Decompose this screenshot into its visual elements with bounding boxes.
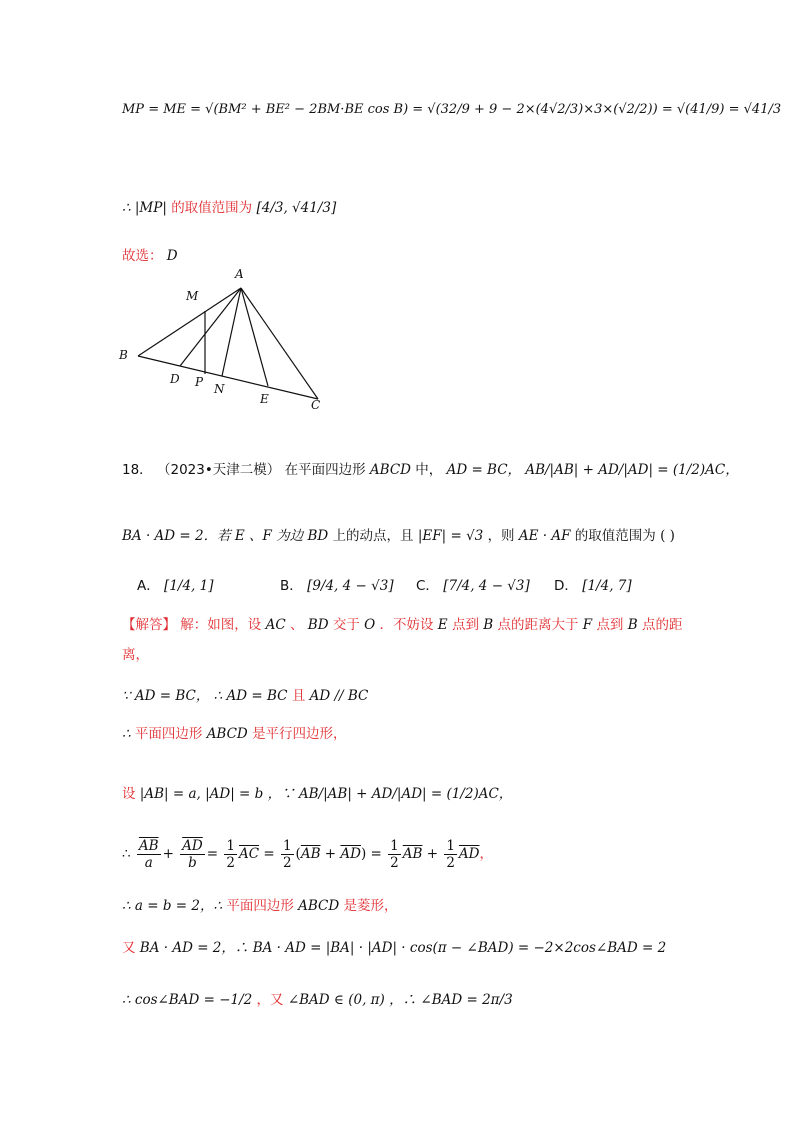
q18-line2-e: |EF| = √3 [417, 528, 484, 544]
label-E: E [260, 392, 269, 406]
q18-line2-d: 上的动点，且 [332, 528, 414, 544]
q18-number: 18． [122, 462, 153, 478]
q18-cond-1: AD = BC， [446, 462, 522, 478]
solution-step4: ∴ $\frac{\overline{AB}}{a}$ + $\frac{\overline{AD}}{b}$ = $\frac{1}{2}$ $\overline{AC}$ = $\frac{1}{2}$ $(\overline{AB} + \overline{AD})$ = $\frac{1}{2}$ $\overline{AB}$ + $\frac{1}{2}$ $\overline{AD}$， [122, 838, 493, 871]
q18-line2-c: BD [307, 528, 329, 544]
q18-line2-h: 的取值范围为 [574, 528, 656, 544]
label-C: C [311, 398, 321, 412]
solution-step3 [122, 782, 512, 802]
solution-intro-6: 点到 [596, 617, 624, 633]
solution-intro: 【解答】 解：如图，设 AC 、 BD 交于 O ．不妨设 E 点到 B 点的距离大于 F 点到 B 点的距 [122, 617, 683, 633]
q18-cond-2: AB/|AB| + AD/|AD| = (1/2)AC， [525, 462, 739, 478]
s7-also: ，又 [256, 992, 284, 1008]
solution-step1 [122, 684, 368, 704]
q18-line2-f: ，则 [487, 528, 515, 544]
solution-step6 [122, 936, 666, 956]
option-c[interactable] [416, 574, 530, 594]
mp-formula: MP = ME = √(BM² + BE² − 2BM·BE cos B) = √(32/9 + 9 − 2×(4√2/3)×3×(√2/2)) = √(41/9) = √41/3 [122, 102, 782, 117]
range-lead: ∴ |MP| [122, 200, 167, 216]
s1-and: 且 [291, 688, 306, 704]
solution-tag: 【解答】 [122, 617, 176, 633]
s7-formula-1: ∴ cos∠BAD = −1/2 [122, 992, 253, 1008]
label-A: A [235, 267, 244, 281]
label-P: P [195, 375, 204, 389]
solution-step7 [122, 988, 513, 1008]
option-b-value: [9/4, 4 − √3] [307, 578, 394, 594]
q18-line2-a: BA · AD = 2．若 [122, 528, 231, 544]
range-text: 的取值范围为 [171, 200, 253, 216]
option-d-value: [1/4, 7] [582, 578, 632, 594]
range-value: [4/3, √41/3] [256, 200, 337, 216]
option-b[interactable] [280, 574, 394, 594]
q18-stem-2: 中， [415, 462, 443, 478]
s5-text: ∴ a = b = 2，∴ [122, 898, 223, 914]
solution-intro-1: 解：如图，设 [180, 617, 262, 633]
solution-intro-2: 交于 [332, 617, 360, 633]
label-D: D [170, 372, 180, 386]
option-a-label: A． [137, 578, 160, 594]
answer-value: D [166, 248, 178, 264]
s3-cond: AB/|AB| + AD/|AD| = (1/2)AC， [298, 786, 513, 802]
q18-paren: ( ) [660, 528, 675, 544]
label-N: N [214, 382, 225, 396]
answer-label: 故选： [122, 248, 163, 264]
solution-intro-4: 点到 [451, 617, 479, 633]
s5-quad: ABCD [298, 898, 340, 914]
s3-set: 设 [122, 786, 136, 802]
q18-line2-g: AE · AF [518, 528, 571, 544]
q18-stem-1: 在平面四边形 [284, 462, 366, 478]
solution-intro-7: 点的距 [641, 617, 683, 633]
solution-step2 [122, 722, 347, 742]
answer-line [122, 244, 178, 264]
label-B: B [119, 348, 128, 362]
option-a-value: [1/4, 1] [164, 578, 214, 594]
option-c-value: [7/4, 4 − √3] [443, 578, 530, 594]
s2-text2: 是平行四边形， [252, 726, 347, 742]
solution-intro-5: 点的距离大于 [497, 617, 579, 633]
s2-quad: ABCD [206, 726, 248, 742]
option-d[interactable] [554, 574, 632, 594]
q18-stem-line2 [122, 524, 675, 544]
s5-text3: 是菱形， [343, 898, 398, 914]
s1-d: AD // BC [309, 688, 369, 704]
s3-because: ，∵ [267, 786, 295, 802]
range-line [122, 196, 336, 216]
s1-ad-bc: AD = BC， [134, 688, 210, 704]
s2-text: 平面四边形 [134, 726, 203, 742]
s1-because: ∵ [122, 688, 131, 704]
q18-source: （2023•天津二模） [156, 462, 281, 478]
option-a[interactable] [137, 574, 213, 594]
s5-text2: 平面四边形 [226, 898, 294, 914]
label-M: M [186, 289, 199, 303]
s2-therefore: ∴ [122, 726, 131, 742]
s1-c: ∴ AD = BC [213, 688, 288, 704]
option-c-label: C． [416, 578, 439, 594]
s6-formula: BA · AD = 2，∴ BA · AD = |BA| · |AD| · cos(π − ∠BAD) = −2×2cos∠BAD = 2 [139, 940, 667, 956]
option-b-label: B． [280, 578, 303, 594]
q18-stem-line1 [122, 458, 739, 478]
q18-line2-b: E 、F 为边 [234, 528, 304, 544]
solution-step5 [122, 894, 398, 914]
s3-ab: |AB| = a, |AD| = b [139, 786, 264, 802]
triangle-figure [115, 263, 335, 413]
s7-formula-3: ，∴ ∠BAD = 2π/3 [389, 992, 513, 1008]
s7-formula-2: ∠BAD ∈ (0, π) [287, 992, 385, 1008]
s6-also: 又 [122, 940, 136, 956]
solution-intro-cont [122, 643, 149, 663]
solution-intro-8: 离， [122, 647, 149, 663]
q18-quad: ABCD [369, 462, 411, 478]
solution-intro-3: ．不妨设 [379, 617, 434, 633]
option-d-label: D． [554, 578, 578, 594]
